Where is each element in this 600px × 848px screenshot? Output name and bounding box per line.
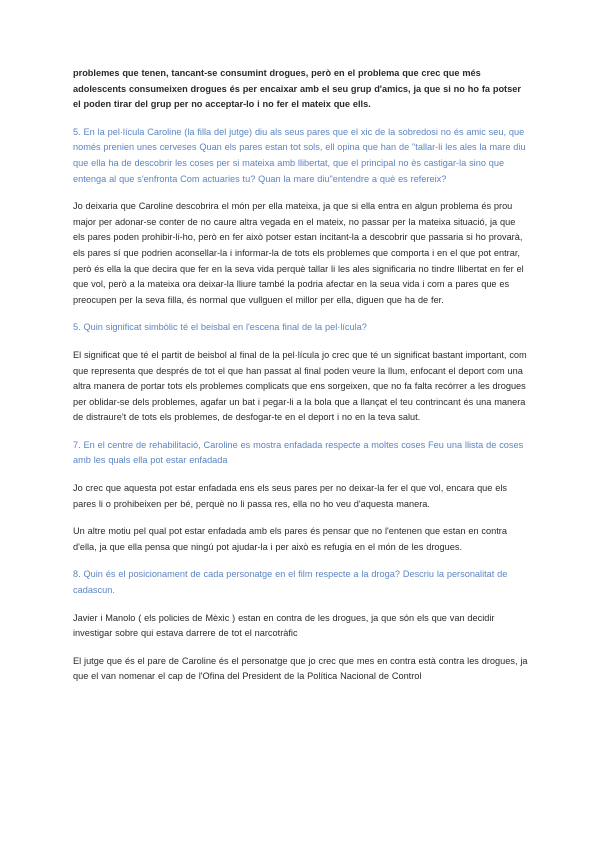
question-heading: 7. En el centre de rehabilitació, Caroline es mostra enfadada respecte a moltes coses Feu una llista de coses amb les quals ella pot estar enfadada (73, 439, 524, 466)
question-heading: 8. Quin és el posicionament de cada personatge en el film respecte a la droga? Descriu la personalitat de cadascun. (73, 569, 508, 596)
question-heading: 5. En la pel·lícula Caroline (la filla del jutge) diu als seus pares que el xic de la sobredosi no és amic seu, que només prenien unes cerveses Quan els pares estan tot sols, ell opina que han de "tallar-li les ales la mare diu que ella ha de descobrir les coses per si mateixa amb llibertat, que el principal no ès castigar-la sino que entenga al que s'enfronta Com actuaries tu? Quan la mare diu"entendre a què es refereix? (73, 126, 526, 184)
answer-paragraph: Jo deixaria que Caroline descobrira el món per ella mateixa, ja que si ella entra en algun problema és prou major per adonar-se conter de no caure altra vegada en el mateix, no passar per la mateixa situació, ja que els pares poden prohibir-li-ho, però en fer això potser estan incitant-la a descobrir que passaria si ho provarà, els pares sí que podrien aconsellar-la i informar-la de tots els problemes que comporta i en el que pot entrar, però és ella la que decira que fer en la seva vida perquè tallar li les ales significaria no tindre llibertat en fer el que vol, però a la mateixa ora deixar-la lliure també la podria afectar en la seua vida i com a pares que es preocupen per la seva filla, és normal que vullguen el millor per ella, diguen que ha de fer. (73, 201, 524, 305)
answer-paragraph: El significat que té el partit de beisbol al final de la pel·lícula jo crec que té un significat bastant important, com que representa que després de tot el que han passat al final poden veure la llum, enfocant el deport com una altra manera de portar tots els problemes complicats que ens sorgeixen, que no fa falta recórrer a les drogues per oblidar-se dels problemes, agafar un bat i pegar-li a la bola que a llançat el teu contrincant és una manera de distraure't de tots els problemes, de desfogar-te en el deport i no en la teva salut. (73, 349, 527, 423)
intro-paragraph: problemes que tenen, tancant-se consumint drogues, però en el problema que crec que més adolescents consumeixen drogues és per encaixar amb el seu grup d'amics, ja que si no ho fa potser el poden tirar del grup per no acceptar-lo i no fer el mateix que ells. (73, 68, 521, 110)
answer-paragraph: Un altre motiu pel qual pot estar enfadada amb els pares és pensar que no l'entenen que estan en contra d'ella, ja que ella pensa que ningú pot ajudar-la i per això es refugia en el món de les drogues. (73, 526, 507, 552)
answer-paragraph: Jo crec que aquesta pot estar enfadada ens els seus pares per no deixar-la fer el que vol, encara que els pares li o prohibeixen per bé, perquè no li passa res, ella no ho veu d'aquesta manera. (73, 483, 507, 509)
document-page (73, 66, 528, 685)
answer-paragraph: Javier i Manolo ( els policies de Mèxic ) estan en contra de les drogues, ja que són els que van decidir investigar sobre qui estava darrere de tot el narcotràfic (73, 612, 495, 639)
answer-paragraph: El jutge que és el pare de Caroline és el personatge que jo crec que mes en contra està contra les drogues, ja que el van nomenar el cap de l'Ofina del President de la Política Nacional de Control (73, 655, 528, 682)
question-heading: 5. Quin significat simbòlic té el beisbal en l'escena final de la pel·lícula? (73, 322, 367, 333)
